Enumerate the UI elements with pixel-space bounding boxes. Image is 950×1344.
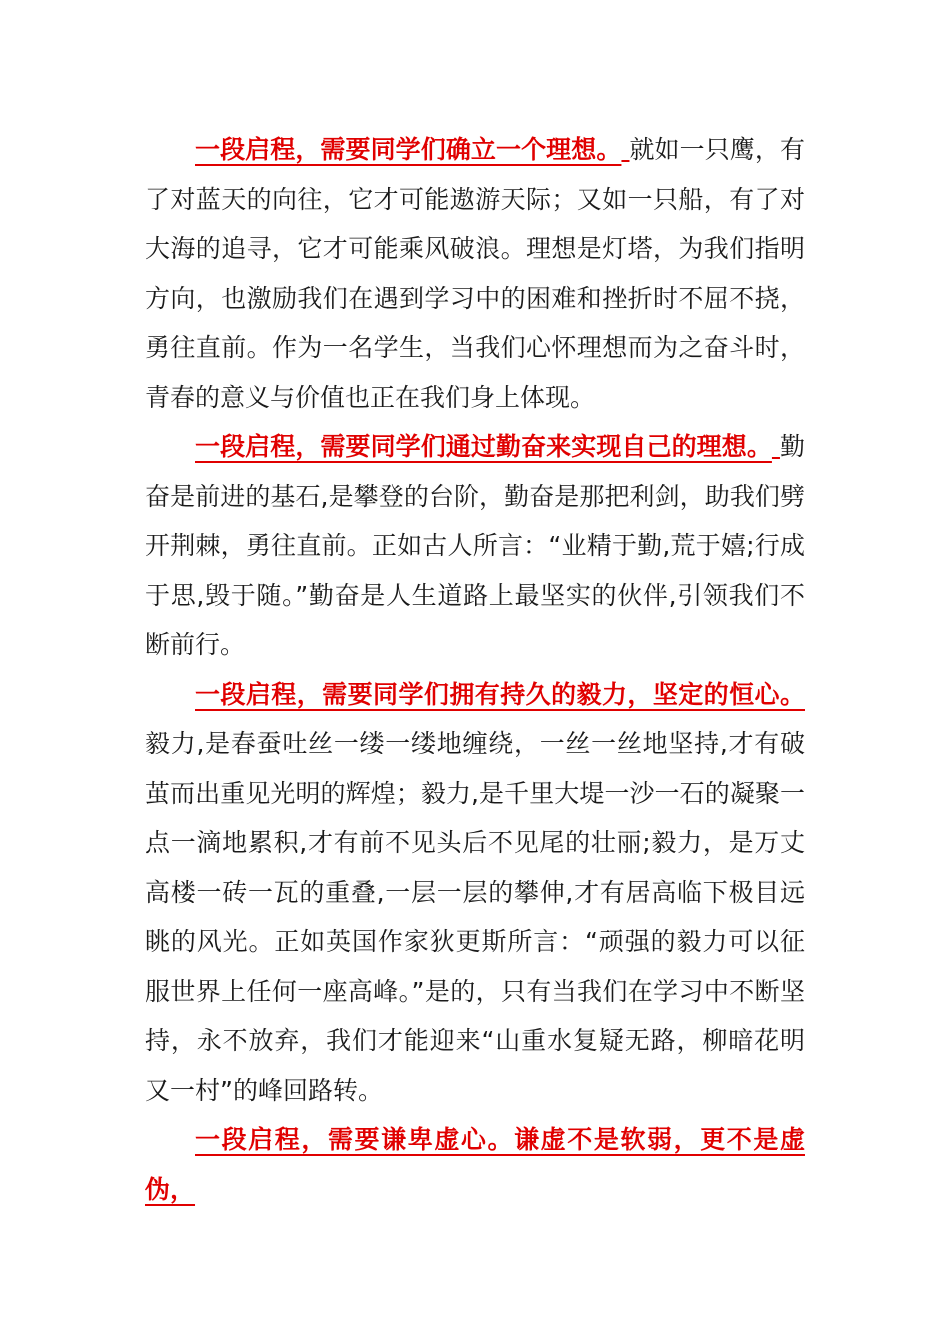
paragraph-body: 毅力,是春蚕吐丝一缕一缕地缠绕，一丝一丝地坚持,才有破茧而出重见光明的辉煌；毅力,是千里大堤一沙一石的凝聚一点一滴地累积,才有前不见头后不见尾的壮丽;毅力，是万丈高楼一砖一瓦的重叠,一层一层的攀伸,才有居高临下极目远眺的风光。正如英国作家狄更斯所言：“顽强的毅力可以征服世界上任何一座高峰。”是的，只有当我们在学习中不断坚持，永不放弃，我们才能迎来“山重水复疑无路，柳暗花明又一村”的峰回路转。 — [145, 729, 805, 1105]
paragraph-heading: 一段启程，需要同学们拥有持久的毅力，坚定的恒心。 — [195, 679, 805, 709]
document-page — [145, 125, 805, 1214]
paragraph-body: 勤奋是前进的基石,是攀登的台阶，勤奋是那把利剑，助我们劈开荆棘，勇往直前。正如古人所言：“业精于勤,荒于嬉;行成于思,毁于随。”勤奋是人生道路上最坚实的伙伴,引领我们不断前行。 — [145, 432, 805, 659]
paragraph-heading: 一段启程，需要同学们确立一个理想。 — [195, 135, 622, 164]
paragraph-diligence — [145, 422, 805, 670]
paragraph-perseverance — [145, 670, 805, 1116]
paragraph-heading: 一段启程，需要同学们通过勤奋来实现自己的理想。 — [195, 432, 772, 461]
paragraph-humility — [145, 1115, 805, 1214]
paragraph-heading: 一段启程，需要谦卑虚心。谦虚不是软弱，更不是虚伪， — [145, 1125, 805, 1204]
paragraph-ideal — [145, 125, 805, 422]
paragraph-body: 就如一只鹰，有了对蓝天的向往，它才可能遨游天际；又如一只船，有了对大海的追寻，它才可能乘风破浪。理想是灯塔，为我们指明方向，也激励我们在遇到学习中的困难和挫折时不屈不挠，勇往直前。作为一名学生，当我们心怀理想而为之奋斗时，青春的意义与价值也正在我们身上体现。 — [145, 135, 805, 412]
